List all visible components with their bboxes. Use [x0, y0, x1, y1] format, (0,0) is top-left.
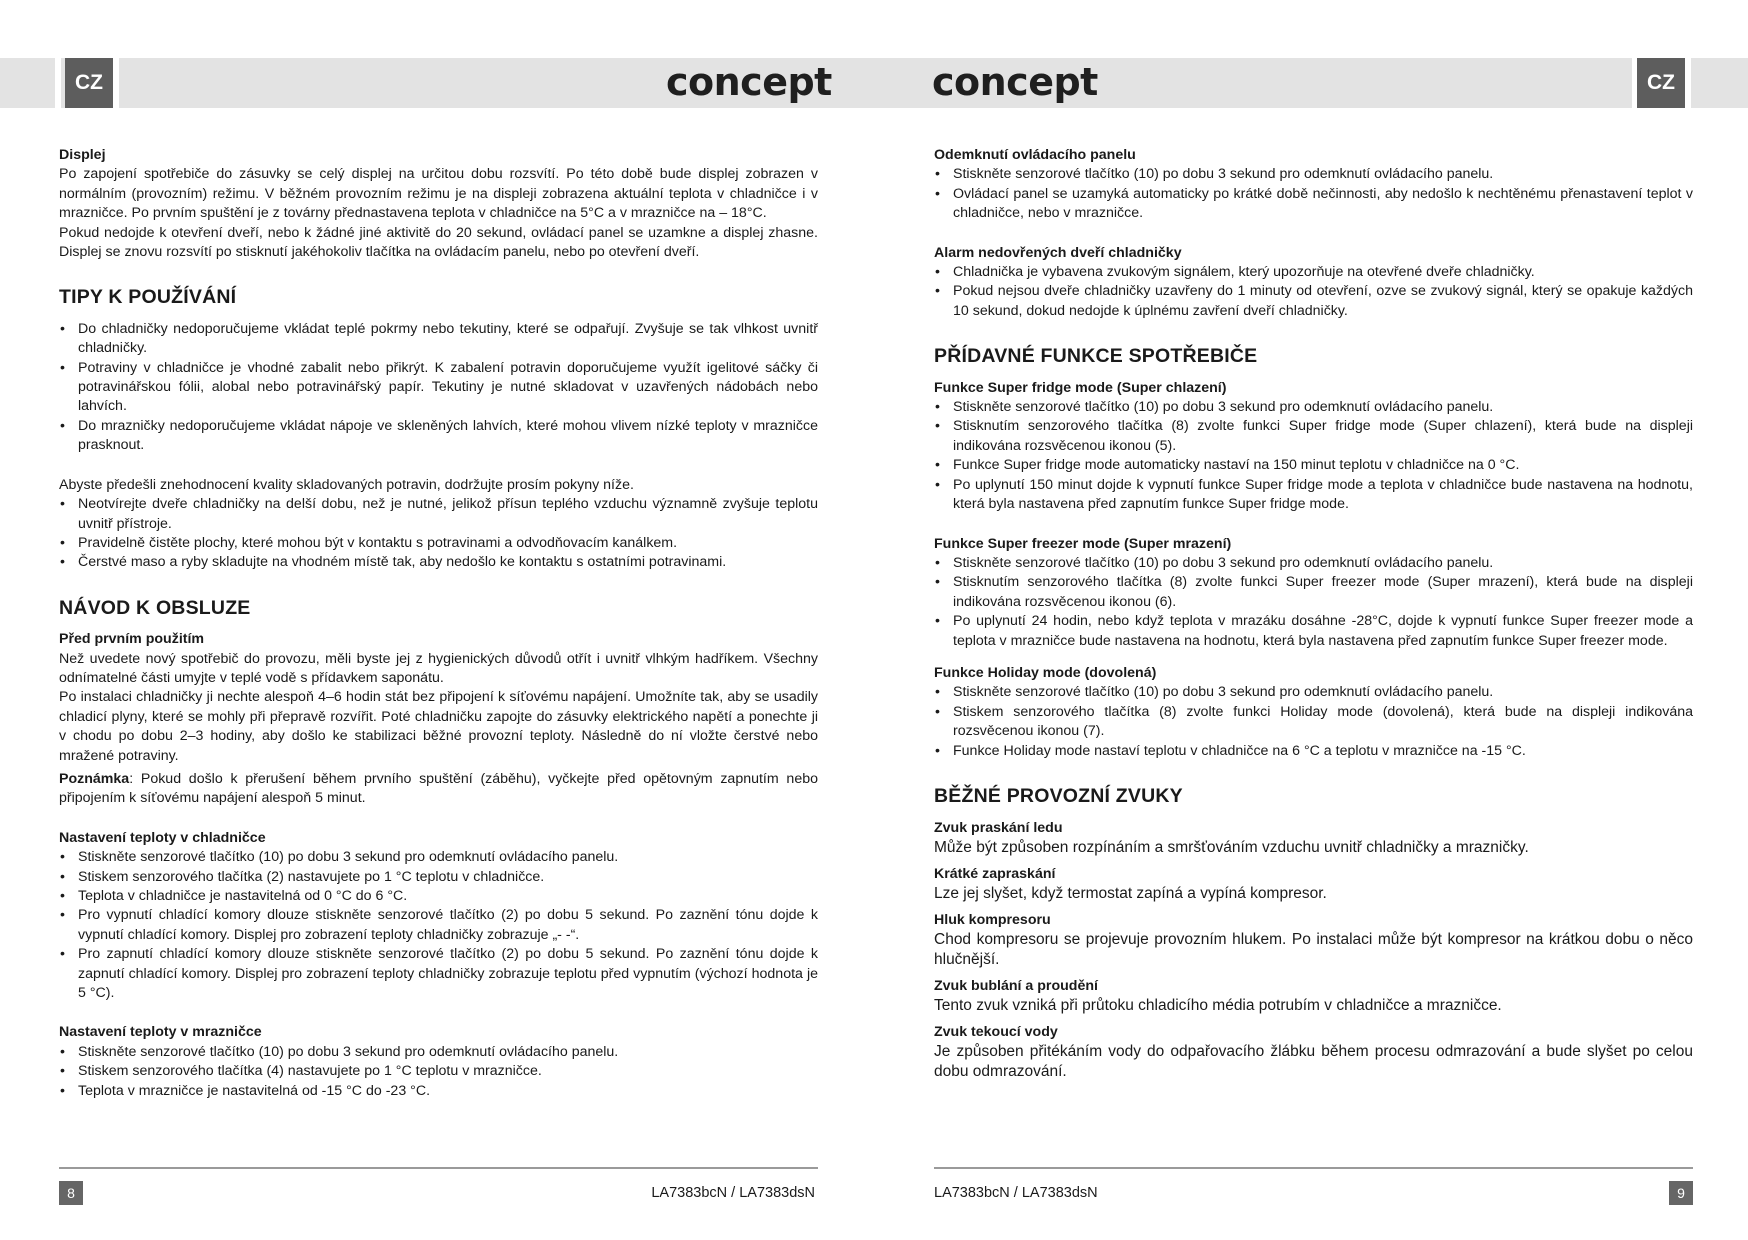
brand-logo: concept [932, 60, 1098, 104]
list-item: • Pravidelně čistěte plochy, které mohou být v kontaktu s potravinami a odvodňovacím kanálkem. [59, 534, 818, 553]
list-item: • Funkce Holiday mode nastaví teplotu v chladničce na 6 °C a teplotu v mrazničce na -15 °C. [934, 742, 1693, 761]
sound-title: Hluk kompresoru [934, 912, 1051, 929]
list-item: • Stiskněte senzorové tlačítko (10) po dobu 3 sekund pro odemknutí ovládacího panelu. [934, 554, 1693, 573]
super-fridge-list [934, 398, 1693, 514]
unlock-list [934, 165, 1693, 223]
list-item: • Pro vypnutí chladící komory dlouze stiskněte senzorové tlačítko (2) po dobu 5 sekund. Po zaznění tónu dojde k vypnutí chladící komory. Displej pro zobrazení teploty chladničky zobrazuje „- -“. [59, 906, 818, 945]
list-item: • Stiskněte senzorové tlačítko (10) po dobu 3 sekund pro odemknutí ovládacího panelu. [934, 683, 1693, 702]
manual-heading: NÁVOD K OBSLUZE [59, 596, 251, 619]
right-page [874, 0, 1748, 1240]
list-item: • Stisknutím senzorového tlačítka (8) zvolte funkci Super fridge mode (Super chlazení), která bude na displeji indikována rozsvěcenou ikonou (5). [934, 417, 1693, 456]
list-item: • Stiskem senzorového tlačítka (4) nastavujete po 1 °C teplotu v mrazničce. [59, 1062, 818, 1081]
model-number: LA7383bcN / LA7383dsN [934, 1185, 1098, 1201]
lang-badge: CZ [65, 58, 113, 108]
unlock-title: Odemknutí ovládacího panelu [934, 147, 1136, 163]
tips-list [59, 320, 818, 456]
super-freezer-title: Funkce Super freezer mode (Super mrazení) [934, 535, 1232, 552]
list-item: • Chladnička je vybavena zvukovým signálem, který upozorňuje na otevřené dveře chladničky. [934, 263, 1693, 282]
first-use-paragraph: Než uvedete nový spotřebič do provozu, měli byste jej z hygienických důvodů otřít i uvnitř vlhkým hadříkem. Všechny odnímatelné části umyjte v teplé vodě s přídavkem saponátu. [59, 650, 818, 686]
sound-text: Je způsoben přitékáním vody do odpařovacího žlábku během procesu odmrazování a bude slyšet po celou dobu odmrazování. [934, 1043, 1693, 1081]
freezer-temp-list [59, 1043, 818, 1101]
model-number: LA7383bcN / LA7383dsN [651, 1185, 815, 1201]
display-paragraph: Po zapojení spotřebiče do zásuvky se celý displej na určitou dobu rozsvítí. Po této době bude displej zobrazen v normálním (provozním) režimu. V běžném provozním režimu je na displeji zobrazena aktuální teplota v chladničce i v mrazničce. Po prvním spuštění je z továrny přednastavena teplota v chladničce na 5°C a v mrazničce na – 18°C. [59, 166, 818, 222]
header-gap [113, 58, 119, 108]
tips-list-2 [59, 495, 818, 573]
note-text: : Pokud došlo k přerušení během prvního spuštění (záběhu), vyčkejte před opětovným zapnutím nebo připojením k síťovému napájení alespoň 5 minut. [59, 770, 818, 807]
list-item: • Pokud nejsou dveře chladničky uzavřeny do 1 minuty od otevření, ozve se zvukový signál, který se opakuje každých 10 sekund, dokud nedojde k úplnému zavření dveří chladničky. [934, 282, 1693, 321]
sounds-list [934, 818, 1693, 1082]
display-title: Displej [59, 147, 106, 163]
list-item: • Teplota v chladničce je nastavitelná od 0 °C do 6 °C. [59, 887, 818, 906]
holiday-list [934, 683, 1693, 761]
list-item: • Funkce Super fridge mode automaticky nastaví na 150 minut teplotu v chladničce na 0 °C. [934, 456, 1693, 475]
list-item: • Ovládací panel se uzamyká automaticky po krátké době nečinnosti, aby nedošlo k nechtěnému přenastavení teplot v chladničce, nebo v mrazničce. [934, 185, 1693, 224]
list-item: • Stiskněte senzorové tlačítko (10) po dobu 3 sekund pro odemknutí ovládacího panelu. [59, 848, 818, 867]
fridge-temp-title: Nastavení teploty v chladničce [59, 829, 266, 846]
note-paragraph [59, 770, 818, 809]
super-freezer-list [934, 554, 1693, 651]
sound-text: Tento zvuk vzniká při průtoku chladicího média potrubím v chladničce a mrazničce. [934, 997, 1502, 1015]
footer-rule [934, 1167, 1693, 1169]
first-use-paragraph: Po instalaci chladničky ji nechte alespoň 4–6 hodin stát bez připojení k síťovému napájení. Umožníte tak, aby se usadily chladicí plyny, které se mohly při přepravě rozvířit. Poté chladničku zapojte do zásuvky elektrického napětí a ponechte ji v chodu po dobu 2–3 hodiny, aby došlo ke stabilizaci běžné provozní teploty. Následně do ní vložte čerstvé nebo mražené potraviny. [59, 689, 818, 764]
page-number: 8 [59, 1181, 83, 1205]
list-item: • Neotvírejte dveře chladničky na delší dobu, než je nutné, jelikož přísun teplého vzduchu významně zvyšuje teplotu uvnitř přístroje. [59, 495, 818, 534]
list-item: • Po uplynutí 24 hodin, nebo když teplota v mrazáku dosáhne -28°C, dojde k vypnutí funkce Super freezer mode a teplota v mrazničce bude nastavena na hodnotu, která byla nastavena před zapnutím funkce Super freezer mode. [934, 612, 1693, 651]
left-content [59, 146, 818, 1101]
sound-text: Může být způsoben rozpínáním a smršťováním vzduchu uvnitř chladničky a mrazničky. [934, 839, 1529, 857]
list-item: • Stiskněte senzorové tlačítko (10) po dobu 3 sekund pro odemknutí ovládacího panelu. [934, 398, 1693, 417]
list-item: • Stiskněte senzorové tlačítko (10) po dobu 3 sekund pro odemknutí ovládacího panelu. [59, 1043, 818, 1062]
sound-title: Zvuk tekoucí vody [934, 1024, 1058, 1041]
sound-text: Lze jej slyšet, když termostat zapíná a vypíná kompresor. [934, 885, 1327, 903]
list-item: • Stiskem senzorového tlačítka (2) nastavujete po 1 °C teplotu v chladničce. [59, 868, 818, 887]
sound-title: Zvuk praskání ledu [934, 820, 1063, 837]
header-gap [1685, 58, 1691, 108]
list-item: • Potraviny v chladničce je vhodné zabalit nebo přikrýt. K zabalení potravin doporučujeme využít igelitové sáčky či potravinářskou fólii, alobal nebo potravinářský papír. Tekutiny je nutné skladovat v uzavřených nádobách nebo lahvích. [59, 359, 818, 417]
note-label: Poznámka [59, 770, 130, 787]
list-item: • Teplota v mrazničce je nastavitelná od -15 °C do -23 °C. [59, 1082, 818, 1101]
list-item: • Po uplynutí 150 minut dojde k vypnutí funkce Super fridge mode a teplota v chladničce bude nastavena na hodnotu, která byla nastavena před zapnutím funkce Super fridge mode. [934, 476, 1693, 515]
sound-title: Krátké zapraskání [934, 866, 1056, 883]
list-item: • Do chladničky nedoporučujeme vkládat teplé pokrmy nebo tekutiny, které se odpařují. Zvyšuje se tak vlhkost uvnitř chladničky. [59, 320, 818, 359]
lang-badge: CZ [1637, 58, 1685, 108]
right-content [934, 146, 1693, 1082]
alarm-list [934, 263, 1693, 321]
list-item: • Pro zapnutí chladící komory dlouze stiskněte senzorové tlačítko (2) po dobu 5 sekund. Po zaznění tónu dojde k zapnutí chladící komory. Displej pro zobrazení teploty chladničky zobrazuje teplotu před vypnutím (výchozí hodnota je 5 °C). [59, 945, 818, 1003]
display-paragraph: Pokud nedojde k otevření dveří, nebo k žádné jiné aktivitě do 20 sekund, ovládací panel se uzamkne a displej zhasne. Displej se znovu rozsvítí po stisknutí jakéhokoliv tlačítka na ovládacím panelu, nebo po otevření dveří. [59, 224, 818, 261]
sound-text: Chod kompresoru se projevuje provozním hlukem. Po instalaci může být kompresor na krátkou dobu o něco hlučnější. [934, 931, 1693, 969]
sounds-heading: BĚŽNÉ PROVOZNÍ ZVUKY [934, 784, 1183, 807]
list-item: • Do mrazničky nedoporučujeme vkládat nápoje ve skleněných lahvích, které mohou vlivem nízké teploty v mrazničce prasknout. [59, 417, 818, 456]
list-item: • Stiskněte senzorové tlačítko (10) po dobu 3 sekund pro odemknutí ovládacího panelu. [934, 165, 1693, 184]
brand-logo: concept [666, 60, 832, 104]
list-item: • Čerstvé maso a ryby skladujte na vhodném místě tak, aby nedošlo ke kontaktu s ostatními potravinami. [59, 553, 818, 572]
alarm-title: Alarm nedovřených dveří chladničky [934, 244, 1182, 261]
page-number: 9 [1669, 1181, 1693, 1205]
holiday-title: Funkce Holiday mode (dovolená) [934, 664, 1157, 681]
list-item: • Stisknutím senzorového tlačítka (8) zvolte funkci Super freezer mode (Super mrazení), která bude na displeji indikována rozsvěcenou ikonou (6). [934, 573, 1693, 612]
sound-title: Zvuk bublání a proudění [934, 978, 1098, 995]
freezer-temp-title: Nastavení teploty v mrazničce [59, 1024, 262, 1041]
tips-heading: TIPY K POUŽÍVÁNÍ [59, 286, 237, 309]
super-fridge-title: Funkce Super fridge mode (Super chlazení) [934, 379, 1227, 396]
header-gap [55, 58, 61, 108]
first-use-title: Před prvním použitím [59, 631, 205, 648]
footer-rule [59, 1167, 818, 1169]
fridge-temp-list [59, 848, 818, 1003]
extra-functions-heading: PŘÍDAVNÉ FUNKCE SPOTŘEBIČE [934, 345, 1258, 368]
tips-intro: Abyste předešli znehodnocení kvality skladovaných potravin, dodržujte prosím pokyny níže. [59, 476, 634, 493]
list-item: • Stiskem senzorového tlačítka (8) zvolte funkci Holiday mode (dovolená), která bude na displeji indikována rozsvěcenou ikonou (7). [934, 703, 1693, 742]
